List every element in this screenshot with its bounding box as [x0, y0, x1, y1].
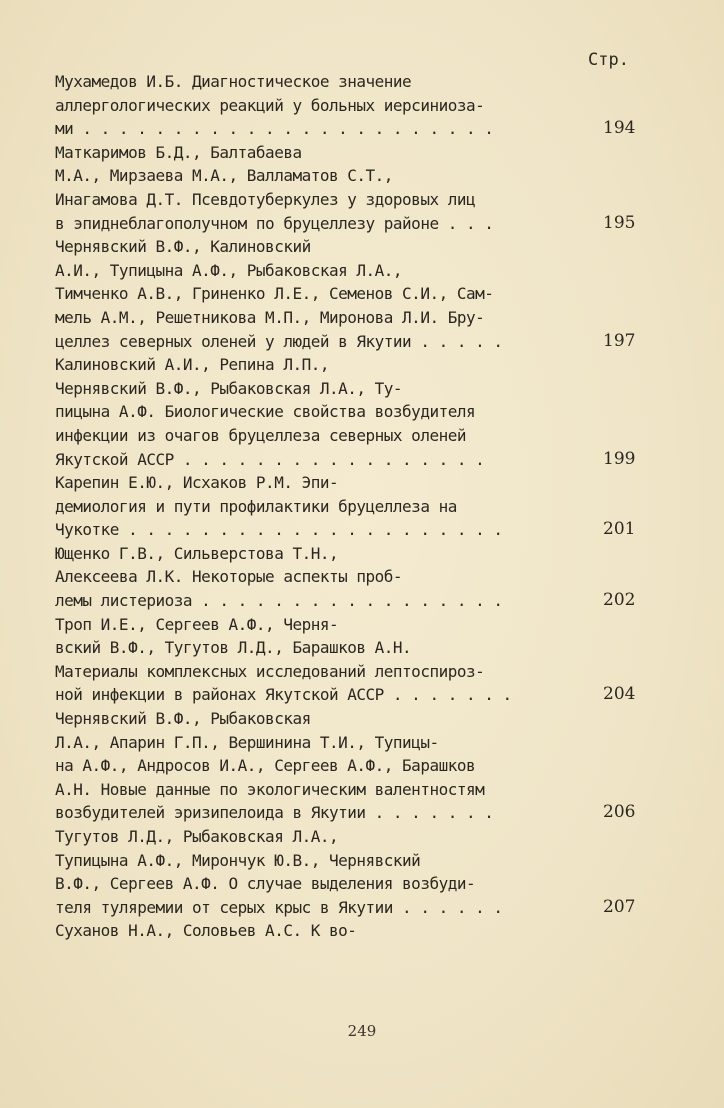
toc-line	[55, 282, 655, 306]
toc-line	[55, 825, 655, 849]
toc-line-text: Ющенко Г.В., Сильверстова Т.Н.,	[55, 543, 339, 563]
toc-line	[55, 754, 655, 778]
toc-line-text: Чернявский В.Ф., Рыбаковская	[55, 709, 311, 729]
toc-line-text: Чернявский В.Ф., Рыбаковская Л.А., Ту-	[55, 378, 403, 398]
toc-line	[55, 849, 655, 873]
toc-page-number: 206	[603, 802, 636, 823]
toc-line	[55, 424, 655, 448]
toc-line-text: А.Н. Новые данные по экологическим валентностям	[55, 779, 485, 799]
toc-line	[55, 660, 655, 684]
toc-line	[55, 731, 655, 755]
toc-line	[55, 188, 655, 212]
toc-line	[55, 330, 655, 354]
toc-line-text: целлез северных оленей у людей в Якутии . . . . .	[55, 331, 503, 351]
toc-line	[55, 471, 655, 495]
toc-line	[55, 212, 655, 236]
page-column-header: Стр.	[588, 50, 629, 70]
toc-line-text: Маткаримов Б.Д., Балтабаева	[55, 142, 302, 162]
toc-page-number: 201	[603, 519, 636, 540]
toc-line	[55, 542, 655, 566]
toc-line-text: Л.А., Апарин Г.П., Вершинина Т.И., Тупицы-	[55, 732, 439, 752]
toc-line	[55, 707, 655, 731]
toc-line	[55, 683, 655, 707]
toc-page-number: 202	[603, 590, 636, 611]
toc-line-text: возбудителей эризипелоида в Якутии . . . . . . .	[55, 803, 494, 823]
toc-line	[55, 872, 655, 896]
toc-line	[55, 259, 655, 283]
toc-line-text: теля туляремии от серых крыс в Якутии . . . . . .	[55, 897, 503, 917]
toc-line	[55, 801, 655, 825]
toc-line	[55, 235, 655, 259]
toc-line-text: вский В.Ф., Тугутов Л.Д., Барашков А.Н.	[55, 638, 412, 658]
toc-line-text: лемы листериоза . . . . . . . . . . . . . . . . .	[55, 591, 503, 611]
toc-line-text: Калиновский А.И., Репина Л.П.,	[55, 355, 329, 375]
toc-line-text: М.А., Мирзаева М.А., Валламатов С.Т.,	[55, 166, 393, 186]
table-of-contents	[55, 70, 655, 943]
toc-line	[55, 117, 655, 141]
toc-line	[55, 518, 655, 542]
toc-line-text: Алексеева Л.К. Некоторые аспекты проб-	[55, 567, 403, 587]
toc-line	[55, 448, 655, 472]
toc-line-text: Чукотке . . . . . . . . . . . . . . . . . . . . .	[55, 520, 503, 540]
toc-line-text: инфекции из очагов бруцеллеза северных оленей	[55, 425, 466, 445]
toc-line-text: Суханов Н.А., Соловьев А.С. К во-	[55, 921, 357, 941]
toc-line-text: Инагамова Д.Т. Псевдотуберкулез у здоровых лиц	[55, 189, 476, 209]
toc-page-number: 197	[603, 330, 636, 351]
toc-page-number: 194	[603, 118, 636, 139]
toc-page-number: 199	[603, 448, 636, 469]
toc-line	[55, 377, 655, 401]
toc-line-text: Троп И.Е., Сергеев А.Ф., Черня-	[55, 614, 339, 634]
toc-line-text: аллергологических реакций у больных иерсиниоза-	[55, 95, 485, 115]
toc-line	[55, 565, 655, 589]
toc-line	[55, 896, 655, 920]
toc-line-text: ми . . . . . . . . . . . . . . . . . . . . . . .	[55, 119, 494, 139]
toc-line	[55, 636, 655, 660]
toc-line	[55, 495, 655, 519]
toc-line	[55, 778, 655, 802]
toc-line-text: Тупицына А.Ф., Мирончук Ю.В., Чернявский	[55, 850, 421, 870]
toc-line	[55, 306, 655, 330]
toc-line	[55, 589, 655, 613]
toc-line-text: Материалы комплексных исследований лептоспироз-	[55, 661, 485, 681]
toc-line	[55, 70, 655, 94]
toc-line	[55, 353, 655, 377]
toc-page-number: 204	[603, 684, 636, 705]
toc-page-number: 207	[603, 896, 636, 917]
toc-line	[55, 613, 655, 637]
toc-line-text: в эпиднеблагополучном по бруцеллезу районе . . .	[55, 213, 494, 233]
toc-line-text: Якутской АССР . . . . . . . . . . . . . . . . .	[55, 449, 485, 469]
toc-line-text: Карепин Е.Ю., Исхаков Р.М. Эпи-	[55, 473, 339, 493]
toc-page-number: 195	[603, 212, 636, 233]
toc-line-text: на А.Ф., Андросов И.А., Сергеев А.Ф., Барашков	[55, 756, 476, 776]
toc-line-text: Тимченко А.В., Гриненко Л.Е., Семенов С.И., Сам-	[55, 284, 494, 304]
toc-line	[55, 94, 655, 118]
toc-line	[55, 400, 655, 424]
toc-line-text: А.И., Тупицына А.Ф., Рыбаковская Л.А.,	[55, 260, 403, 280]
toc-line-text: мель А.М., Решетникова М.П., Миронова Л.И. Бру-	[55, 307, 485, 327]
toc-line-text: Мухамедов И.Б. Диагностическое значение	[55, 72, 412, 91]
toc-line-text: демиология и пути профилактики бруцеллеза на	[55, 496, 457, 516]
toc-line-text: В.Ф., Сергеев А.Ф. О случае выделения возбуди-	[55, 874, 476, 894]
toc-line	[55, 141, 655, 165]
toc-line-text: Чернявский В.Ф., Калиновский	[55, 237, 311, 257]
toc-line-text: пицына А.Ф. Биологические свойства возбудителя	[55, 402, 476, 422]
toc-line-text: ной инфекции в районах Якутской АССР . . . . . . .	[55, 685, 512, 705]
toc-line	[55, 164, 655, 188]
toc-line-text: Тугутов Л.Д., Рыбаковская Л.А.,	[55, 827, 339, 846]
toc-line	[55, 919, 655, 943]
page-number-footer: 249	[347, 1022, 377, 1040]
